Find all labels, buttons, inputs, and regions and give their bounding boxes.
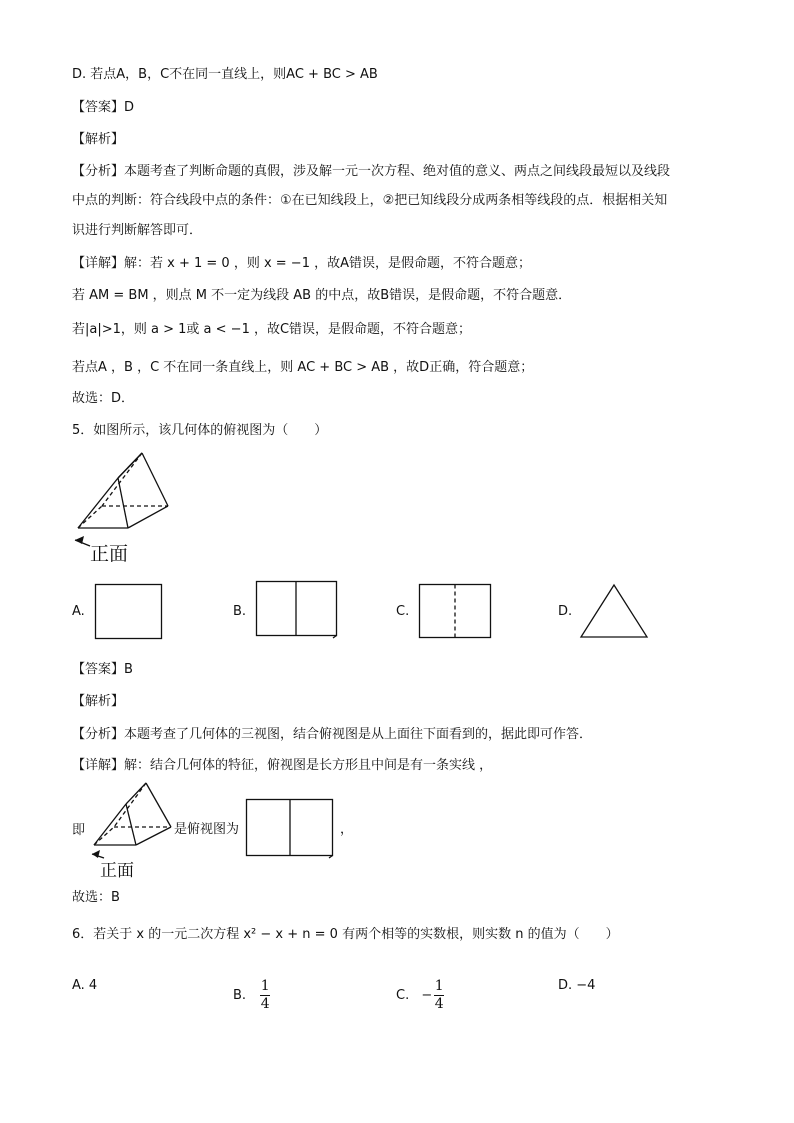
detail-text: 【详解】解：结合几何体的特征，俯视图是长方形且中间是有一条实线 ，	[72, 758, 493, 773]
q6-option-b	[233, 978, 270, 1013]
option-a-label: A.	[72, 604, 85, 619]
fraction-denominator: 4	[434, 996, 444, 1012]
q6-option-c-label: C.	[396, 988, 410, 1003]
detail-text: 若 AM = BM ，则点 M 不一定为线段 AB 的中点，故B错误，是假命题，不符合题意．	[72, 288, 572, 303]
question-5: 5．如图所示，该几何体的俯视图为（ ）	[72, 423, 328, 438]
option-a-shape	[95, 584, 163, 640]
fraction-denominator: 4	[260, 996, 270, 1012]
q6-option-c-fraction	[434, 978, 444, 1013]
option-d-shape	[580, 584, 650, 640]
answer-label: 【答案】B	[72, 662, 133, 677]
option-b-label: B.	[233, 604, 247, 619]
analysis-text: 识进行判断解答即可．	[72, 223, 203, 238]
question-6: 6．若关于 x 的一元二次方程 x² − x + n = 0 有两个相等的实数根，则实数 n 的值为（ ）	[72, 927, 619, 942]
detail-text: 【详解】解：若 x + 1 = 0 ，则 x = −1 ，故A错误，是假命题，不符合题意；	[72, 256, 531, 271]
front-label-small: 正面	[100, 861, 134, 881]
front-label: 正面	[90, 543, 129, 565]
q6-option-c	[396, 978, 444, 1013]
analysis-heading: 【解析】	[72, 132, 125, 147]
conclusion-text: 故选：B	[72, 890, 120, 905]
option-c-shape	[419, 584, 493, 640]
answer-label: 【答案】D	[72, 100, 135, 115]
conclusion-text: 故选：D．	[72, 391, 135, 406]
analysis-text: 中点的判断：符合线段中点的条件：①在已知线段上，②把已知线段分成两条相等线段的点．根据相关知	[72, 193, 668, 208]
q6-option-b-label: B.	[233, 988, 247, 1003]
q6-option-d: D. −4	[558, 978, 596, 993]
detail-text: 若|a|>1，则 a > 1或 a < −1 ，故C错误，是假命题，不符合题意；	[72, 322, 472, 337]
top-view-shape	[246, 799, 338, 861]
analysis-text: 【分析】本题考查了判断命题的真假，涉及解一元一次方程、绝对值的意义、两点之间线段最短以及线段	[72, 164, 671, 179]
ji-text: 即	[72, 823, 86, 838]
option-b-shape	[256, 581, 340, 639]
comma-text: ，	[340, 822, 354, 837]
fraction-numerator: 1	[260, 978, 270, 994]
option-d-statement: D. 若点A，B，C不在同一直线上，则AC + BC > AB	[72, 67, 378, 82]
fraction-numerator: 1	[434, 978, 444, 994]
option-d-label: D.	[558, 604, 573, 619]
analysis-heading: 【解析】	[72, 694, 125, 709]
option-c-label: C.	[396, 604, 410, 619]
is-top-view-text: 是俯视图为	[174, 822, 240, 837]
detail-text: 若点A ，B ，C 不在同一条直线上，则 AC + BC > AB ，故D正确，符合题意；	[72, 360, 534, 375]
q6-option-c-sign: −	[421, 988, 433, 1003]
analysis-text: 【分析】本题考查了几何体的三视图，结合俯视图是从上面往下面看到的，据此即可作答．	[72, 727, 593, 742]
q6-option-a: A. 4	[72, 978, 98, 993]
q6-option-b-fraction	[260, 978, 270, 1013]
